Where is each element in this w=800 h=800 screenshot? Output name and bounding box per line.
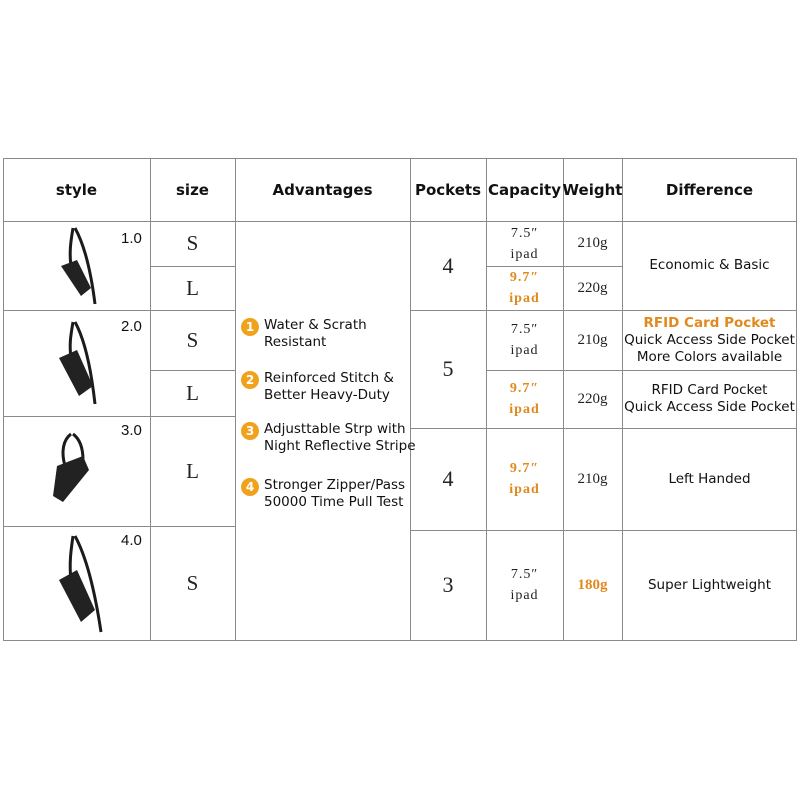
size-cell: S — [186, 570, 199, 595]
weight-cell: 210g — [577, 235, 608, 251]
size-cell: S — [186, 327, 199, 352]
capacity-cell: 7.5″ ipad — [510, 225, 539, 262]
advantage-item: 4 Stronger Zipper/Pass 50000 Time Pull Test — [241, 477, 417, 511]
size-cell: L — [186, 380, 199, 405]
header-style: style — [55, 180, 98, 199]
capacity-cell: 9.7″ ipad — [509, 381, 540, 417]
sling-bag-icon — [47, 430, 97, 510]
capacity-cell: 9.7″ ipad — [509, 461, 540, 497]
advantage-item: 1 Water & Scrath Resistant — [241, 317, 417, 351]
weight-cell: 180g — [577, 576, 608, 593]
difference-cell: RFID Card Pocket Quick Access Side Pocket More Colors available — [624, 314, 795, 365]
style-version-4: 4.0 — [121, 532, 142, 549]
style-version-3: 3.0 — [121, 422, 142, 439]
weight-cell: 210g — [577, 331, 608, 348]
pockets-cell: 5 — [442, 356, 454, 381]
header-capacity: Capacity — [488, 180, 561, 199]
weight-cell: 210g — [577, 470, 608, 487]
number-badge: 3 — [241, 422, 259, 440]
difference-cell: Economic & Basic — [649, 257, 770, 273]
size-cell: L — [186, 458, 199, 483]
weight-cell: 220g — [577, 390, 608, 407]
style-version-1: 1.0 — [121, 230, 142, 247]
header-size: size — [176, 180, 209, 199]
capacity-cell: 9.7″ ipad — [509, 270, 540, 306]
number-badge: 4 — [241, 478, 259, 496]
difference-cell: Super Lightweight — [647, 576, 772, 593]
pockets-cell: 4 — [442, 466, 454, 491]
capacity-cell: 7.5″ ipad — [510, 322, 539, 358]
advantage-item: 2 Reinforced Stitch & Better Heavy-Duty — [241, 370, 417, 404]
size-cell: S — [186, 231, 199, 255]
header-difference: Difference — [665, 180, 754, 199]
sling-bag-icon — [51, 226, 101, 308]
number-badge: 1 — [241, 318, 259, 336]
comparison-table — [3, 158, 797, 641]
number-badge: 2 — [241, 371, 259, 389]
header-weight: Weight — [562, 180, 623, 199]
size-cell: L — [186, 275, 199, 300]
advantage-item: 3 Adjusttable Strp with Night Reflective Stripe — [241, 421, 417, 455]
difference-cell: RFID Card Pocket Quick Access Side Pocket — [624, 382, 795, 415]
style-version-2: 2.0 — [121, 318, 142, 335]
capacity-cell: 7.5″ ipad — [510, 567, 539, 603]
sling-bag-icon — [51, 534, 107, 636]
pockets-cell: 4 — [442, 252, 454, 278]
header-pockets: Pockets — [414, 180, 482, 199]
sling-bag-icon — [51, 318, 101, 410]
difference-cell: Left Handed — [668, 470, 751, 487]
header-advantages: Advantages — [272, 180, 373, 199]
pockets-cell: 3 — [442, 572, 454, 597]
weight-cell: 220g — [577, 279, 608, 296]
